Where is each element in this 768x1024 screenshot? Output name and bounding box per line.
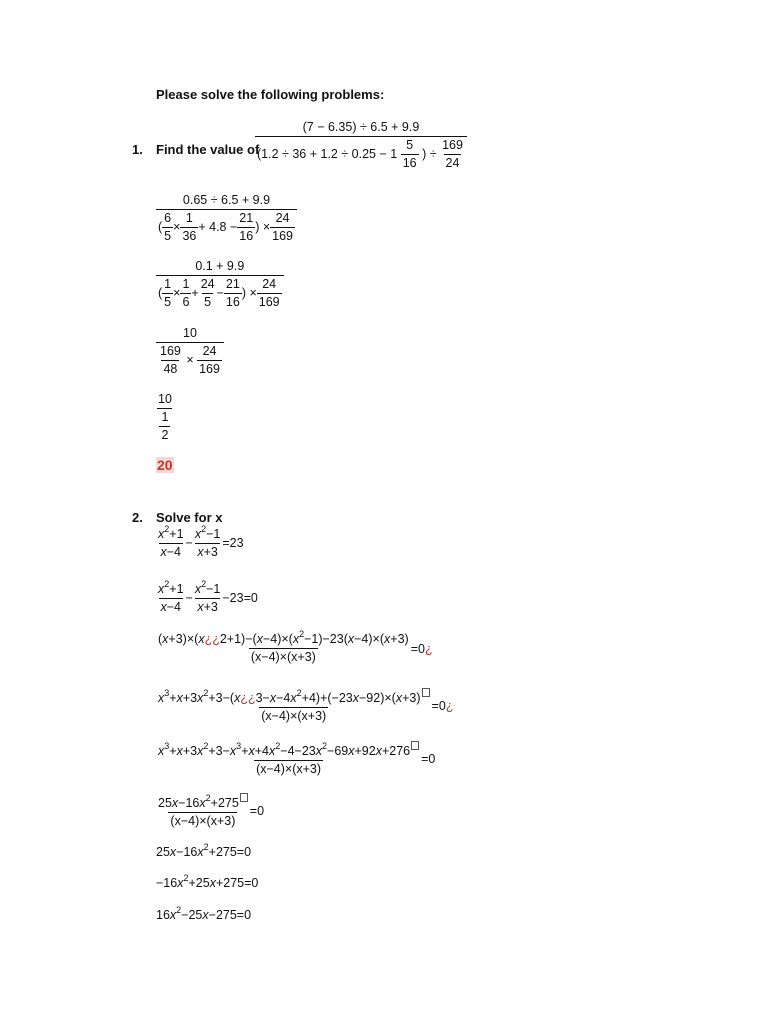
problem-1-step-2 <box>156 259 284 310</box>
expr-den-part-b: ) ÷ <box>422 146 437 161</box>
problem-1-answer <box>156 457 174 473</box>
problem-2-label: Solve for x <box>156 510 223 525</box>
step4-numerator: 10 <box>158 392 172 406</box>
problem-1-expression <box>255 120 467 171</box>
step1-denominator: ( $\frac{6}{5}$ × $\frac{1}{36}$ + 4.8 − $\frac{21}{16}$ ) × $\frac{24}{169}$ <box>156 209 297 244</box>
line6-numerator: $25x-16x^2+275$ <box>156 793 250 812</box>
line1-rhs: =23 <box>222 535 244 550</box>
frac: 16 <box>239 229 254 243</box>
frac: 24 <box>200 277 215 291</box>
expr-den-frac-num: 169 <box>442 138 463 152</box>
frac: 36 <box>182 229 197 243</box>
frac: 169 <box>160 344 181 358</box>
problem-2-line-8: $-16x^2+25x+275=0$ <box>156 872 259 890</box>
expr-den-frac-den: 24 <box>445 156 460 170</box>
frac: 1 <box>164 277 172 291</box>
problem-2-line-5 <box>156 741 435 777</box>
frac: 1 <box>185 211 193 225</box>
frac: 24 <box>202 344 217 358</box>
mixed-frac-num: 5 <box>406 138 414 152</box>
problem-2-line-1: $\frac{x^2+1}{x-4}$ − $\frac{x^2-1}{x+3}$ =23 <box>158 523 244 559</box>
intro-text: Please solve the following problems: <box>156 87 385 102</box>
problem-1-step-3 <box>156 326 224 377</box>
problem-2-number: 2. <box>132 510 143 525</box>
frac: 2 <box>161 428 169 442</box>
frac: 5 <box>164 229 172 243</box>
frac: 21 <box>239 211 254 225</box>
step3-numerator: 10 <box>183 326 197 340</box>
frac: 48 <box>163 362 178 376</box>
frac: 6 <box>164 211 172 225</box>
problem-1-label: Find the value of <box>156 142 260 157</box>
line5-rhs: =0 <box>421 752 436 767</box>
line6-denominator: (x−4)×(x+3) <box>170 814 236 829</box>
frac: 169 <box>258 295 280 309</box>
frac: 1 <box>182 277 190 291</box>
frac: 24 <box>275 211 290 225</box>
frac: 21 <box>225 277 240 291</box>
step1-numerator: 0.65 ÷ 6.5 + 9.9 <box>182 193 271 207</box>
line6-rhs: =0 <box>249 804 265 819</box>
problem-2-line-4: $\frac{x^3+x+3x^2+3-(x¿¿3-x-4x^2+4)+(-23x-92)\times(x+3)}{(x-4)\times(x+3)}$ =0¿ <box>158 688 454 724</box>
problem-2-line-6 <box>156 793 264 829</box>
problem-1-step-1 <box>156 193 297 244</box>
step2-numerator: 0.1 + 9.9 <box>195 259 245 273</box>
frac: 6 <box>182 295 190 309</box>
problem-1-number: 1. <box>132 142 143 157</box>
line3-numerator: $(x+3)\times(x¿¿2+1)-(x-4)\times(x^2-1)-23(x-4)\times(x+3)$ <box>158 628 409 646</box>
problem-2-line-3: $\frac{(x+3)\times(x¿¿2+1)-(x-4)\times(x^2-1)-23(x-4)\times(x+3)}{(x-4)\times(x+3)}$ =0¿ <box>158 628 433 664</box>
frac: 169 <box>199 362 220 376</box>
frac: 24 <box>262 277 277 291</box>
frac: 5 <box>164 295 172 309</box>
step3-denominator: $\frac{169}{48}$ × $\frac{24}{169}$ <box>156 342 224 377</box>
step1-mid: + 4.8 − <box>198 219 238 234</box>
frac: 169 <box>272 229 293 243</box>
line3-denominator: (x−4)×(x+3) <box>250 650 316 664</box>
frac: 16 <box>225 295 240 309</box>
problem-1-step-4 <box>156 392 174 443</box>
problem-2-line-9: $16x^2-25x-275=0$ <box>156 904 252 922</box>
line4-denominator: (x−4)×(x+3) <box>261 709 327 724</box>
frac: 5 <box>204 295 212 309</box>
problem-2-line-7: $25x-16x^2+275=0$ <box>156 841 252 859</box>
step2-denominator: ( $\frac{1}{5}$ × $\frac{1}{6}$ + $\frac{24}{5}$ − $\frac{21}{16}$ ) × $\frac{24}{169}$ <box>156 275 284 310</box>
line5-denominator: (x−4)×(x+3) <box>256 762 322 777</box>
answer-highlight: 20 <box>157 457 173 473</box>
frac: 1 <box>161 410 169 424</box>
step4-denominator <box>157 408 172 443</box>
expr-denominator <box>255 136 467 171</box>
line2-rhs: −23=0 <box>222 590 258 605</box>
expr-numerator: (7 − 6.35) ÷ 6.5 + 9.9 <box>302 120 420 134</box>
expr-den-part-a: (1.2 ÷ 36 + 1.2 ÷ 0.25 − 1 <box>257 146 398 161</box>
line4-numerator: $x^3+x+3x^2+3-(x¿¿3-x-4x^2+4)+(-23x-92)\times(x+3)$ <box>156 688 432 707</box>
problem-2-line-2: $\frac{x^2+1}{x-4}$ − $\frac{x^2-1}{x+3}$ −23=0 <box>158 578 258 614</box>
mixed-frac-den: 16 <box>402 156 417 170</box>
line5-numerator: $x^3+x+3x^2+3-x^3+x+4x^2-4-23x^2-69x+92x+276$ <box>156 741 421 760</box>
